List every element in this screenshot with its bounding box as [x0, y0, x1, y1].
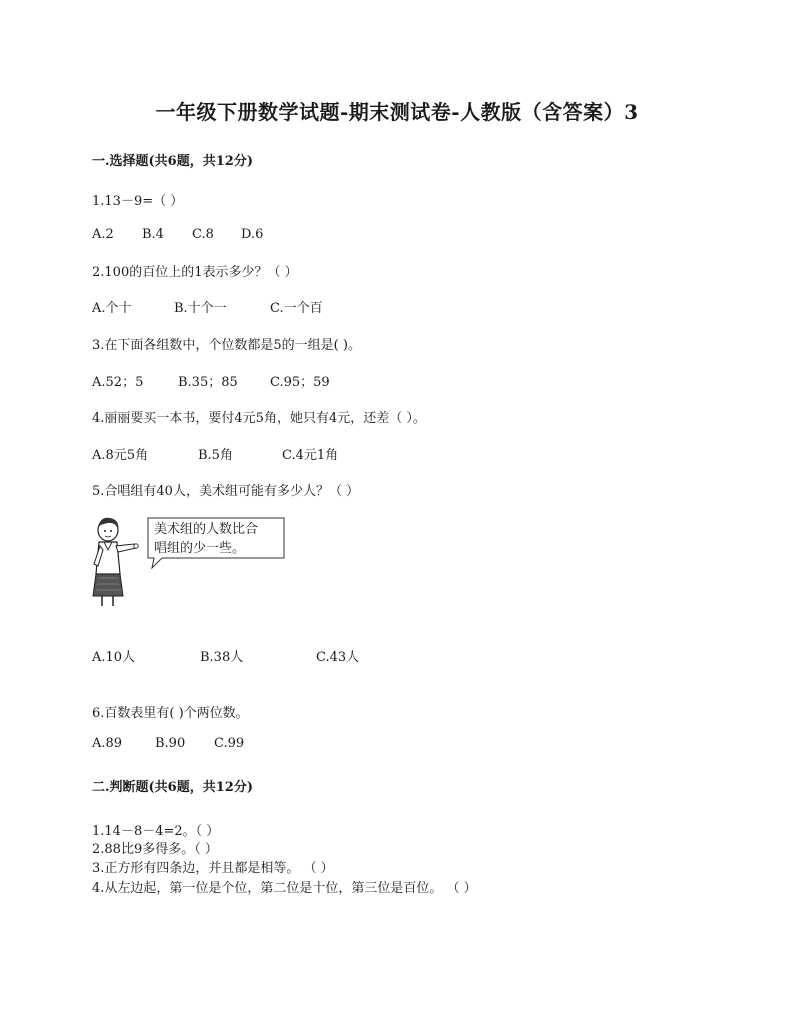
option-d: D.6 — [241, 227, 264, 242]
speech-bubble-line-1: 美术组的人数比合 — [154, 522, 259, 537]
option-c: C.99 — [214, 736, 245, 751]
option-c: C.一个百 — [270, 301, 323, 316]
option-b: B.35；85 — [178, 375, 238, 390]
judgement-item-3: 3.正方形有四条边，并且都是相等。 （ ） — [92, 861, 334, 876]
judgement-item-2: 2.88比9多得多。（ ） — [92, 842, 218, 857]
option-a: A.89 — [92, 736, 123, 751]
option-c: C.95；59 — [270, 375, 330, 390]
option-a: A.个十 — [92, 301, 132, 316]
option-c: C.8 — [192, 227, 214, 242]
option-b: B.90 — [155, 736, 186, 751]
option-a: A.8元5角 — [92, 448, 149, 463]
section-heading-judgement: 二.判断题(共6题，共12分) — [92, 780, 253, 795]
option-b: B.38人 — [200, 650, 244, 665]
page-title: 一年级下册数学试题-期末测试卷-人教版（含答案）3 — [155, 100, 639, 124]
option-c: C.43人 — [316, 650, 360, 665]
option-b: B.5角 — [198, 448, 233, 463]
question-3: 3.在下面各组数中，个位数都是5的一组是( )。 — [92, 338, 361, 353]
question-2: 2.100的百位上的1表示多少？（ ） — [92, 265, 298, 280]
question-1: 1.13－9=（ ） — [92, 194, 184, 209]
speech-bubble-line-2: 唱组的少一些。 — [154, 541, 246, 556]
option-b: B.十个一 — [174, 301, 227, 316]
question-6: 6.百数表里有( )个两位数。 — [92, 706, 249, 721]
speech-bubble — [148, 518, 280, 558]
teacher-figure — [88, 514, 288, 608]
question-4: 4.丽丽要买一本书，要付4元5角，她只有4元，还差（ ）。 — [92, 411, 426, 426]
judgement-item-1: 1.14－8－4=2。（ ） — [92, 824, 220, 839]
option-a: A.2 — [92, 227, 114, 242]
section-heading-choice: 一.选择题(共6题，共12分) — [92, 154, 253, 169]
question-5: 5.合唱组有40人，美术组可能有多少人？（ ） — [92, 484, 360, 499]
judgement-item-4: 4.从左边起，第一位是个位，第二位是十位，第三位是百位。 （ ） — [92, 881, 477, 896]
option-a: A.10人 — [92, 650, 136, 665]
option-a: A.52；5 — [92, 375, 144, 390]
option-b: B.4 — [142, 227, 164, 242]
option-c: C.4元1角 — [282, 448, 339, 463]
